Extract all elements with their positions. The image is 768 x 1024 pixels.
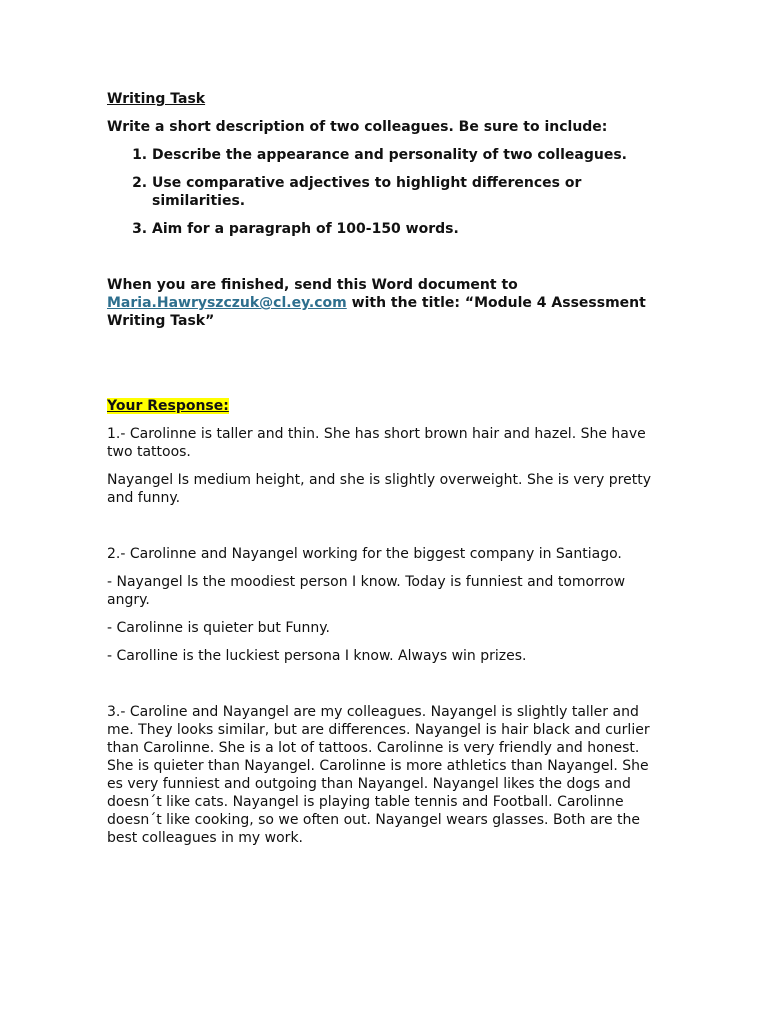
document-page [107,90,667,857]
answer-2-carolinne-quieter: - Carolinne is quieter but Funny. [107,620,331,636]
submission-instructions [107,276,667,330]
response-label [107,397,667,415]
task-intro: Write a short description of two colleagues. Be sure to include: [107,119,608,135]
task-item-comparatives: 2. Use comparative adjectives to highlight differences or similarities. [152,174,667,210]
answer-3-paragraph: 3.- Caroline and Nayangel are my colleagues. Nayangel is slightly taller and me. They looks similar, but are differences. Nayangel is hair black and curlier than Carolinne. She is a lot of tattoos. Carolinne is very friendly and honest. She is quieter than Nayangel. Carolinne is more athletics than Nayangel. She es very funniest and outgoing than Nayangel. Nayangel likes the dogs and doesn´t like cats. Nayangel is playing table tennis and Football. Carolinne doesn´t like cooking, so we often out. Nayangel wears glasses. Both are the best colleagues in my work. [107,704,650,846]
task-item-appearance: 1. Describe the appearance and personality of two colleagues. [152,146,667,164]
task-list [107,146,667,238]
submission-text-after: with the title: “Module 4 Assessment Writing Task” [107,295,646,329]
task-item-word-count: 3. Aim for a paragraph of 100-150 words. [152,220,667,238]
answer-2-intro: 2.- Carolinne and Nayangel working for the biggest company in Santiago. [107,546,622,562]
submission-text-before: When you are finished, send this Word document to [107,277,518,293]
document-title: Writing Task [107,91,206,107]
answer-2-nayangel: - Nayangel ls the moodiest person I know. Today is funniest and tomorrow angry. [107,574,626,608]
answer-1-nayangel: Nayangel Is medium height, and she is slightly overweight. She is very pretty and funny. [107,472,651,506]
answer-1-carolinne: 1.- Carolinne is taller and thin. She has short brown hair and hazel. She have two tattoos. [107,426,646,460]
email-link[interactable]: Maria.Hawryszczuk@cl.ey.com [107,295,347,311]
answer-2-carolline-luckiest: - Carolline is the luckiest persona I know. Always win prizes. [107,648,527,664]
response-label-highlight: Your Response: [107,398,229,414]
